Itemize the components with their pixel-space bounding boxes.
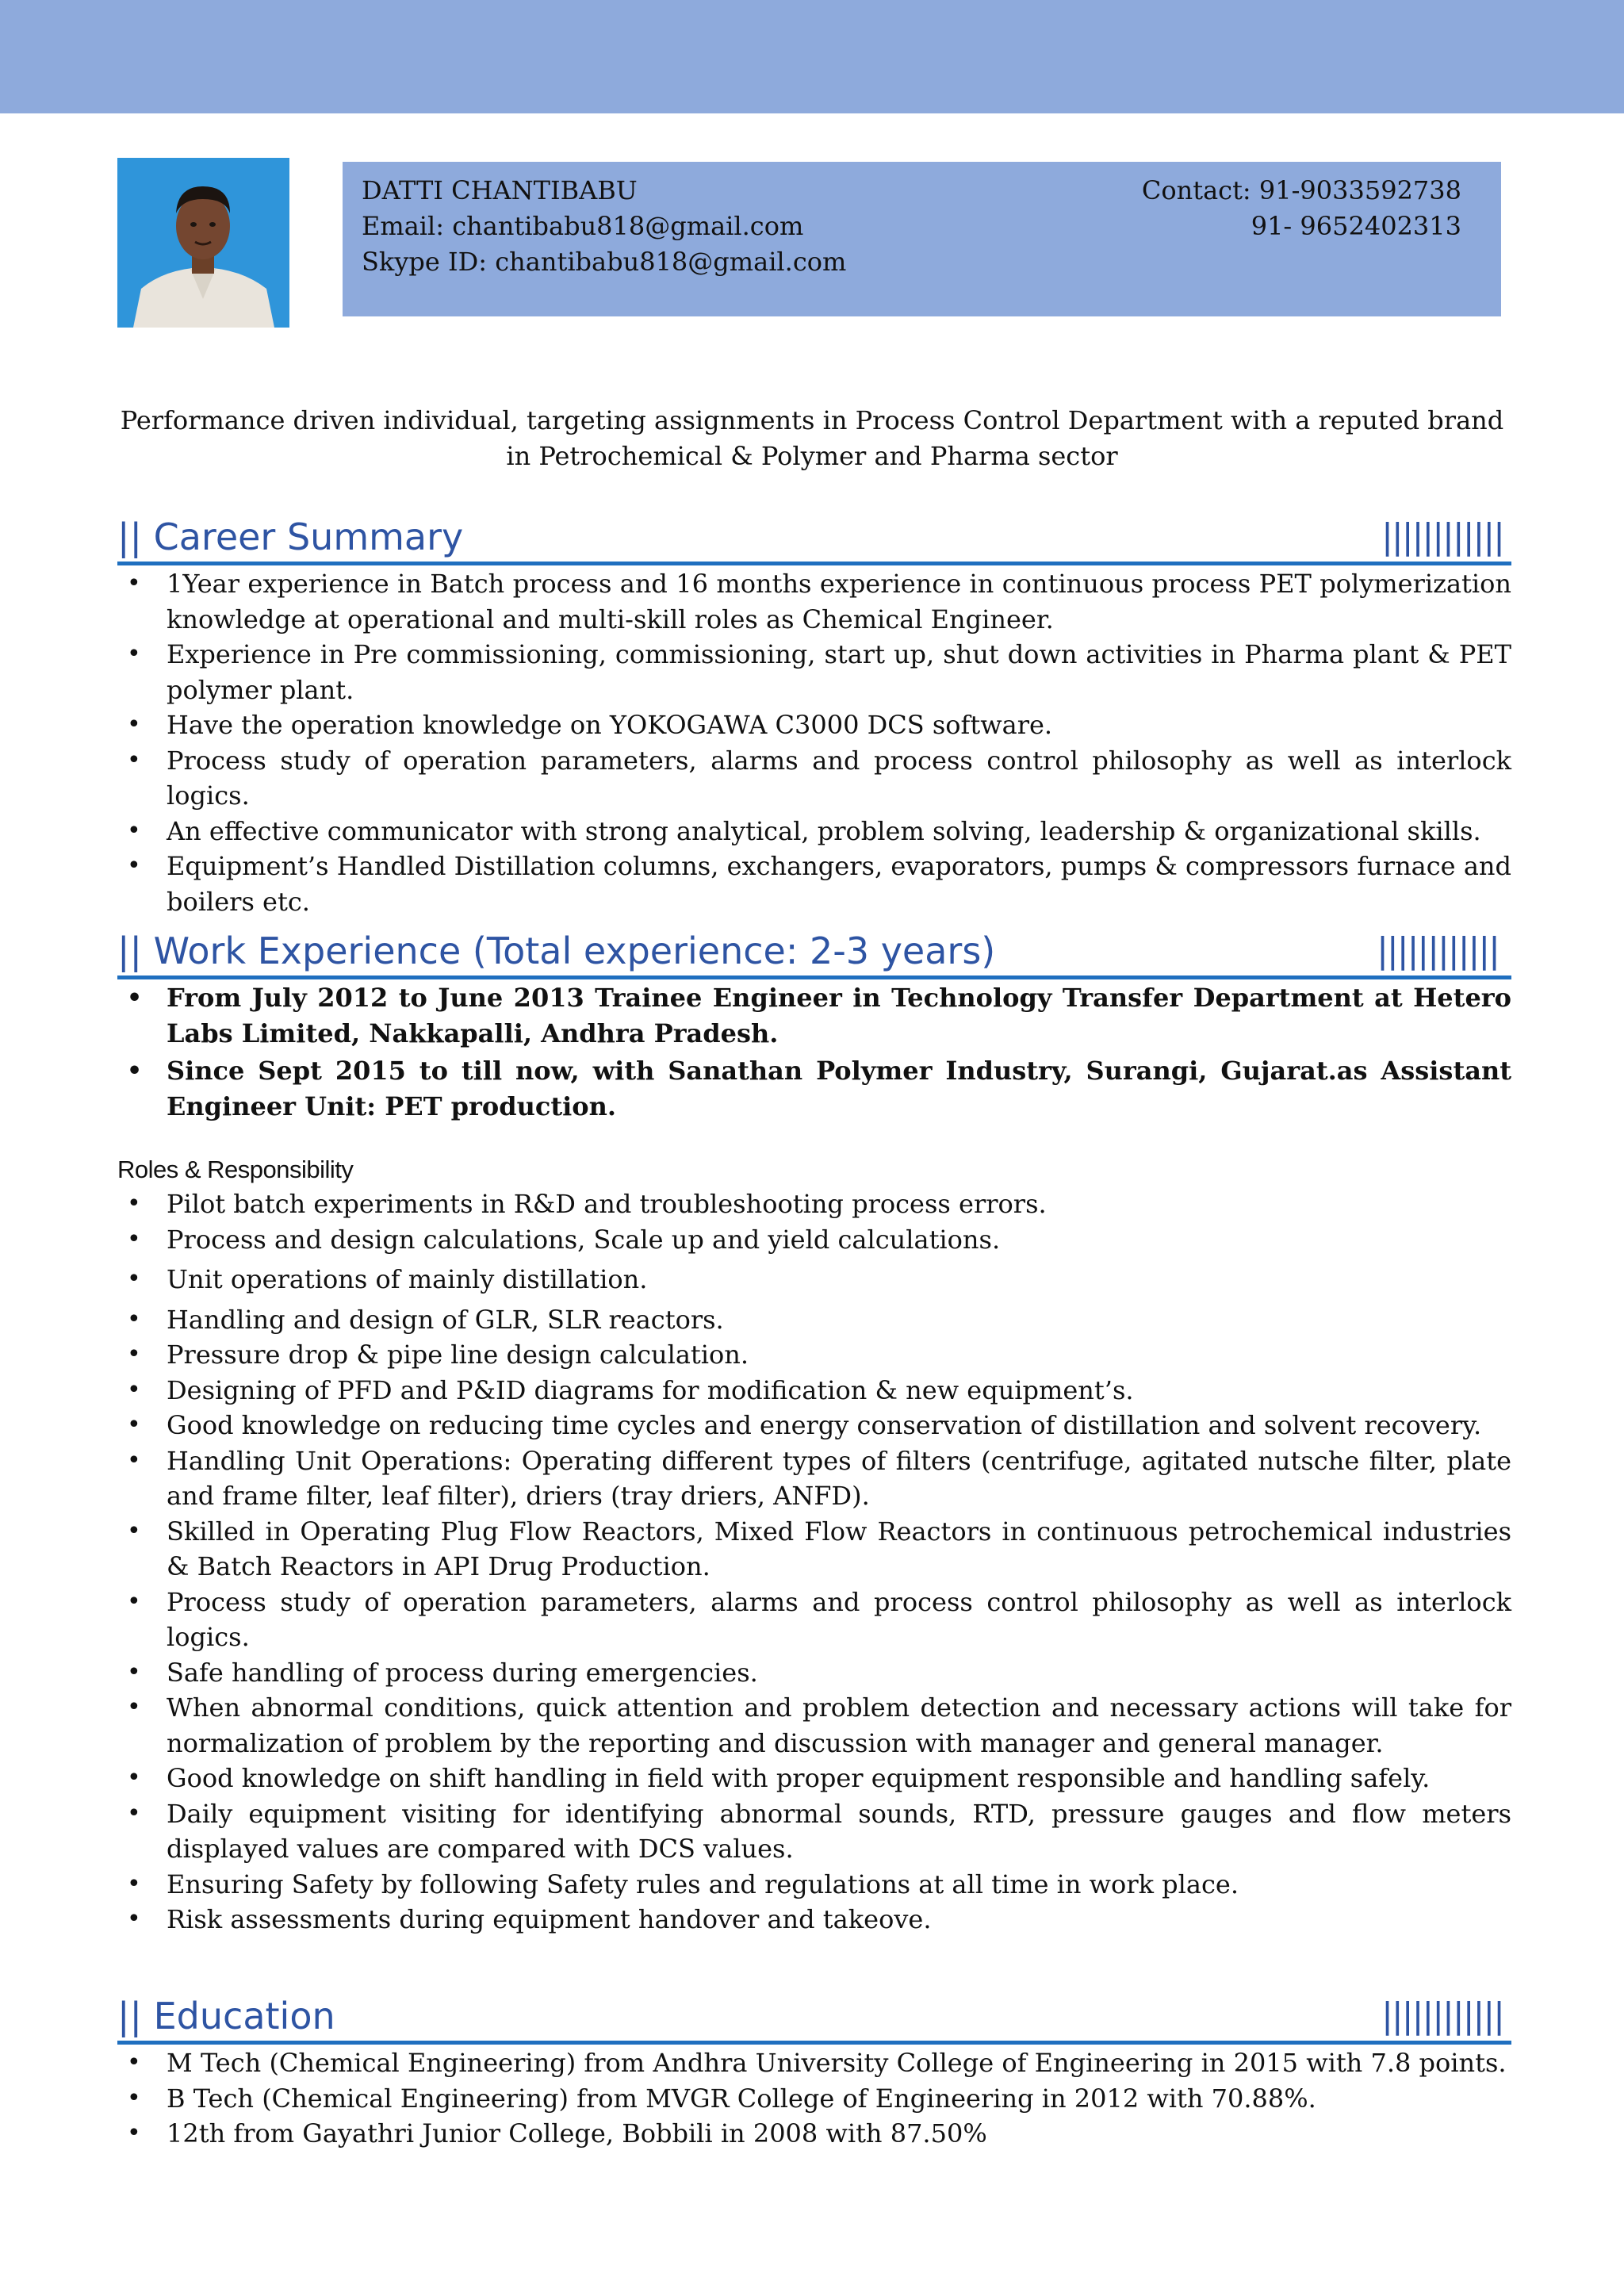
list-item: • Designing of PFD and P&ID diagrams for modification & new equipment’s.: [117, 1373, 1511, 1409]
list-item: • Unit operations of mainly distillation.: [117, 1262, 1511, 1297]
list-item: • Good knowledge on shift handling in field with proper equipment responsible and handling safely.: [117, 1761, 1511, 1796]
list-item: • Handling and design of GLR, SLR reactors.: [117, 1302, 1511, 1338]
education-heading: [117, 1995, 1511, 2045]
career-summary-list: [117, 566, 1511, 919]
contact-left-block: [362, 173, 846, 280]
list-item: • M Tech (Chemical Engineering) from Andhra University College of Engineering in 2015 with 7.8 points.: [117, 2045, 1511, 2081]
list-item: • Skilled in Operating Plug Flow Reactors, Mixed Flow Reactors in continuous petrochemical industries & Batch Reactors in API Drug Production.: [117, 1514, 1511, 1585]
list-item: • B Tech (Chemical Engineering) from MVGR College of Engineering in 2012 with 70.88%.: [117, 2081, 1511, 2117]
education-list: [117, 2045, 1511, 2152]
section-title: || Education: [117, 1995, 335, 2037]
list-item: • Pressure drop & pipe line design calculation.: [117, 1337, 1511, 1373]
person-portrait-icon: [117, 158, 289, 328]
roles-list: [117, 1186, 1511, 1938]
list-item: • Experience in Pre commissioning, commissioning, start up, shut down activities in Pharma plant & PET polymer plant.: [117, 637, 1511, 707]
contact-phone-secondary: 91- 9652402313: [1251, 211, 1461, 241]
contact-header: [343, 162, 1501, 316]
contact-right-block: [1142, 173, 1461, 244]
list-item: • 12th from Gayathri Junior College, Bobbili in 2008 with 87.50%: [117, 2116, 1511, 2152]
list-item: • Process study of operation parameters, alarms and process control philosophy as well as interlock logics.: [117, 743, 1511, 814]
list-item: • Process study of operation parameters, alarms and process control philosophy as well as interlock logics.: [117, 1585, 1511, 1655]
list-item: • Good knowledge on reducing time cycles and energy conservation of distillation and solvent recovery.: [117, 1408, 1511, 1443]
list-item: • 1Year experience in Batch process and 16 months experience in continuous process PET polymerization knowledge at operational and multi-skill roles as Chemical Engineer.: [117, 566, 1511, 637]
section-bars-decoration: ||||||||||||: [1381, 516, 1503, 557]
education-section: [117, 1995, 1511, 2152]
list-item: • Safe handling of process during emergencies.: [117, 1655, 1511, 1691]
list-item: • Ensuring Safety by following Safety rules and regulations at all time in work place.: [117, 1867, 1511, 1903]
section-bars-decoration: ||||||||||||: [1381, 1995, 1503, 2036]
career-summary-heading: [117, 516, 1511, 565]
skype-text: Skype ID: chantibabu818@gmail.com: [362, 247, 847, 277]
list-item: • Have the operation knowledge on YOKOGAWA C3000 DCS software.: [117, 707, 1511, 743]
list-item: • Process and design calculations, Scale up and yield calculations.: [117, 1222, 1511, 1258]
contact-phone-primary: Contact: 91-9033592738: [1141, 175, 1461, 205]
objective-statement: [119, 403, 1505, 474]
top-banner: [0, 0, 1624, 113]
objective-line-2: in Petrochemical & Polymer and Pharma sector: [506, 441, 1118, 471]
list-item: • Pilot batch experiments in R&D and troubleshooting process errors.: [117, 1186, 1511, 1222]
list-item: • Equipment’s Handled Distillation columns, exchangers, evaporators, pumps & compressors furnace and boilers etc.: [117, 849, 1511, 919]
list-item: • An effective communicator with strong analytical, problem solving, leadership & organizational skills.: [117, 814, 1511, 849]
profile-photo: [117, 158, 289, 328]
section-title: || Career Summary: [117, 516, 464, 558]
list-item: • Risk assessments during equipment handover and takeove.: [117, 1902, 1511, 1938]
job-item: • From July 2012 to June 2013 Trainee Engineer in Technology Transfer Department at Hetero Labs Limited, Nakkapalli, Andhra Pradesh.: [117, 980, 1511, 1052]
objective-line-1: Performance driven individual, targeting assignments in Process Control Department with a reputed brand: [120, 405, 1504, 435]
job-list: [117, 980, 1511, 1125]
job-item: • Since Sept 2015 to till now, with Sanathan Polymer Industry, Surangi, Gujarat.as Assistant Engineer Unit: PET production.: [117, 1053, 1511, 1125]
list-item: • Handling Unit Operations: Operating different types of filters (centrifuge, agitated nutsche filter, plate and frame filter, leaf filter), driers (tray driers, ANFD).: [117, 1443, 1511, 1514]
work-experience-section: [117, 930, 1511, 1938]
section-title: || Work Experience (Total experience: 2-3 years): [117, 930, 996, 972]
email-text: Email: chantibabu818@gmail.com: [362, 211, 804, 241]
candidate-name: DATTI CHANTIBABU: [362, 175, 638, 205]
work-experience-heading: [117, 930, 1511, 979]
list-item: • Daily equipment visiting for identifying abnormal sounds, RTD, pressure gauges and flow meters displayed values are compared with DCS values.: [117, 1796, 1511, 1867]
roles-subheading: Roles & Responsibility: [117, 1156, 354, 1183]
career-summary-section: [117, 516, 1511, 919]
list-item: • When abnormal conditions, quick attention and problem detection and necessary actions will take for normalization of problem by the reporting and discussion with manager and general manager.: [117, 1690, 1511, 1761]
section-bars-decoration: ||||||||||||: [1377, 930, 1499, 971]
